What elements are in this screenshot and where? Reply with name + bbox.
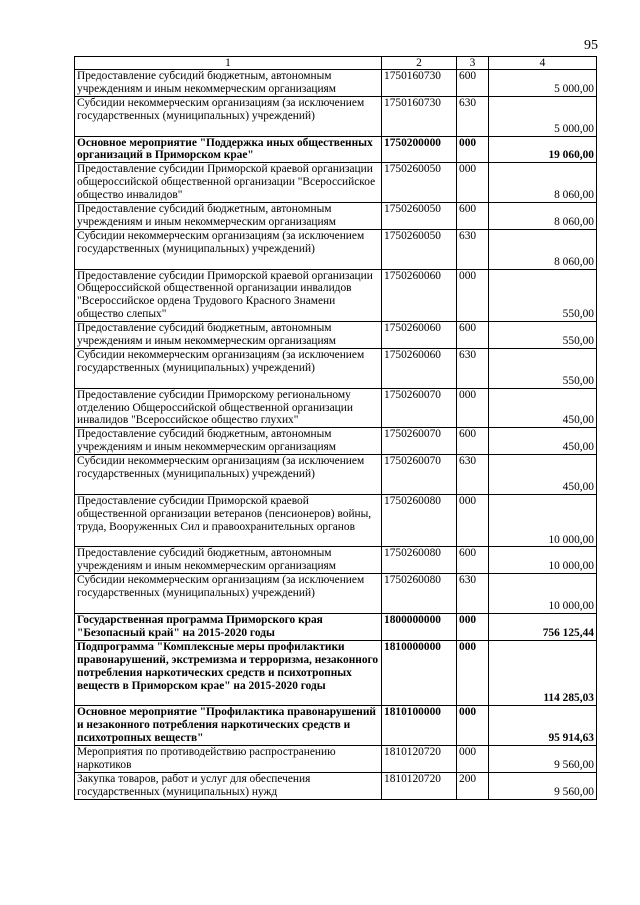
- row-name: Предоставление субсидии Приморскому региональному отделению Общероссийской общественной организации инвалидов "Всероссийское общество глухих": [75, 388, 382, 428]
- row-amount: 9 560,00: [489, 772, 597, 799]
- table-row: [75, 229, 597, 269]
- table-row: [75, 455, 597, 495]
- row-amount: 10 000,00: [489, 547, 597, 574]
- row-code: 1750200000: [382, 136, 457, 163]
- row-code: 1750260060: [382, 322, 457, 349]
- row-amount: 8 060,00: [489, 203, 597, 230]
- column-header-3: 3: [457, 57, 489, 70]
- column-header-row: [75, 57, 597, 70]
- row-amount: 114 285,03: [489, 640, 597, 706]
- row-amount: 550,00: [489, 348, 597, 388]
- table-row: [75, 772, 597, 799]
- row-name: Мероприятия по противодействию распространению наркотиков: [75, 746, 382, 773]
- row-amount: 756 125,44: [489, 613, 597, 640]
- row-code: 1750260060: [382, 269, 457, 322]
- table-row: [75, 428, 597, 455]
- table-row: [75, 203, 597, 230]
- row-code: 1750260080: [382, 547, 457, 574]
- row-type: 630: [457, 574, 489, 614]
- row-name: Предоставление субсидии Приморской краевой общественной организации ветеранов (пенсионеров) войны, труда, Вооруженных Сил и правоохранительных органов: [75, 494, 382, 547]
- row-name: Государственная программа Приморского края "Безопасный край" на 2015-2020 годы: [75, 613, 382, 640]
- row-amount: 450,00: [489, 388, 597, 428]
- row-amount: 10 000,00: [489, 494, 597, 547]
- row-type: 000: [457, 269, 489, 322]
- row-amount: 5 000,00: [489, 96, 597, 136]
- row-code: 1750260050: [382, 203, 457, 230]
- row-name: Закупка товаров, работ и услуг для обеспечения государственных (муниципальных) нужд: [75, 772, 382, 799]
- row-type: 200: [457, 772, 489, 799]
- table-row: [75, 574, 597, 614]
- row-code: 1750260080: [382, 494, 457, 547]
- row-type: 000: [457, 136, 489, 163]
- row-code: 1750160730: [382, 70, 457, 97]
- row-amount: 550,00: [489, 322, 597, 349]
- row-type: 600: [457, 428, 489, 455]
- row-name: Субсидии некоммерческим организациям (за исключением государственных (муниципальных) учреждений): [75, 348, 382, 388]
- row-code: 1750260070: [382, 388, 457, 428]
- row-code: 1750260060: [382, 348, 457, 388]
- table-row: [75, 388, 597, 428]
- row-name: Предоставление субсидий бюджетным, автономным учреждениям и иным некоммерческим организациям: [75, 547, 382, 574]
- table-row: [75, 70, 597, 97]
- table-row: [75, 269, 597, 322]
- table-row: [75, 96, 597, 136]
- row-name: Предоставление субсидий бюджетным, автономным учреждениям и иным некоммерческим организациям: [75, 428, 382, 455]
- table-body: [75, 57, 597, 800]
- row-type: 600: [457, 70, 489, 97]
- row-type: 000: [457, 746, 489, 773]
- table-row: [75, 706, 597, 746]
- table-row: [75, 547, 597, 574]
- row-code: 1800000000: [382, 613, 457, 640]
- row-type: 630: [457, 96, 489, 136]
- row-name: Субсидии некоммерческим организациям (за исключением государственных (муниципальных) учреждений): [75, 574, 382, 614]
- row-amount: 9 560,00: [489, 746, 597, 773]
- row-name: Основное мероприятие "Профилактика правонарушений и незаконного потребления наркотических средств и психотропных веществ": [75, 706, 382, 746]
- row-type: 630: [457, 455, 489, 495]
- row-amount: 550,00: [489, 269, 597, 322]
- row-name: Субсидии некоммерческим организациям (за исключением государственных (муниципальных) учреждений): [75, 96, 382, 136]
- row-name: Основное мероприятие "Поддержка иных общественных организаций в Приморском крае": [75, 136, 382, 163]
- row-name: Субсидии некоммерческим организациям (за исключением государственных (муниципальных) учреждений): [75, 229, 382, 269]
- row-name: Предоставление субсидий бюджетным, автономным учреждениям и иным некоммерческим организациям: [75, 203, 382, 230]
- table-row: [75, 322, 597, 349]
- row-code: 1750260080: [382, 574, 457, 614]
- row-name: Предоставление субсидий бюджетным, автономным учреждениям и иным некоммерческим организациям: [75, 70, 382, 97]
- column-header-2: 2: [382, 57, 457, 70]
- row-amount: 10 000,00: [489, 574, 597, 614]
- budget-table: [74, 56, 597, 800]
- row-type: 000: [457, 163, 489, 203]
- row-amount: 5 000,00: [489, 70, 597, 97]
- table-row: [75, 494, 597, 547]
- row-type: 000: [457, 494, 489, 547]
- row-amount: 95 914,63: [489, 706, 597, 746]
- row-type: 600: [457, 322, 489, 349]
- row-name: Подпрограмма "Комплексные меры профилактики правонарушений, экстремизма и терроризма, незаконного потребления наркотических средств и психотропных веществ в Приморском крае" на 2015-2020 годы: [75, 640, 382, 706]
- row-name: Предоставление субсидии Приморской краевой организации Общероссийской общественной организации инвалидов "Всероссийское ордена Трудового Красного Знамени общество слепых": [75, 269, 382, 322]
- row-name: Субсидии некоммерческим организациям (за исключением государственных (муниципальных) учреждений): [75, 455, 382, 495]
- table-row: [75, 136, 597, 163]
- row-code: 1810120720: [382, 772, 457, 799]
- row-name: Предоставление субсидий бюджетным, автономным учреждениям и иным некоммерческим организациям: [75, 322, 382, 349]
- row-name: Предоставление субсидии Приморской краевой организации общероссийской общественной организации "Всероссийское общество инвалидов": [75, 163, 382, 203]
- row-type: 630: [457, 229, 489, 269]
- page-number: 95: [584, 38, 598, 53]
- row-code: 1750160730: [382, 96, 457, 136]
- row-amount: 450,00: [489, 455, 597, 495]
- row-type: 000: [457, 640, 489, 706]
- row-type: 630: [457, 348, 489, 388]
- row-type: 000: [457, 613, 489, 640]
- table-row: [75, 163, 597, 203]
- row-code: 1810120720: [382, 746, 457, 773]
- row-code: 1750260050: [382, 229, 457, 269]
- row-amount: 8 060,00: [489, 229, 597, 269]
- row-amount: 19 060,00: [489, 136, 597, 163]
- row-code: 1810100000: [382, 706, 457, 746]
- row-type: 600: [457, 547, 489, 574]
- table-row: [75, 348, 597, 388]
- row-amount: 450,00: [489, 428, 597, 455]
- row-type: 000: [457, 706, 489, 746]
- row-code: 1750260050: [382, 163, 457, 203]
- table-row: [75, 746, 597, 773]
- row-type: 000: [457, 388, 489, 428]
- table-row: [75, 613, 597, 640]
- row-type: 600: [457, 203, 489, 230]
- column-header-4: 4: [489, 57, 597, 70]
- row-code: 1750260070: [382, 455, 457, 495]
- table-row: [75, 640, 597, 706]
- row-amount: 8 060,00: [489, 163, 597, 203]
- column-header-1: 1: [75, 57, 382, 70]
- row-code: 1810000000: [382, 640, 457, 706]
- row-code: 1750260070: [382, 428, 457, 455]
